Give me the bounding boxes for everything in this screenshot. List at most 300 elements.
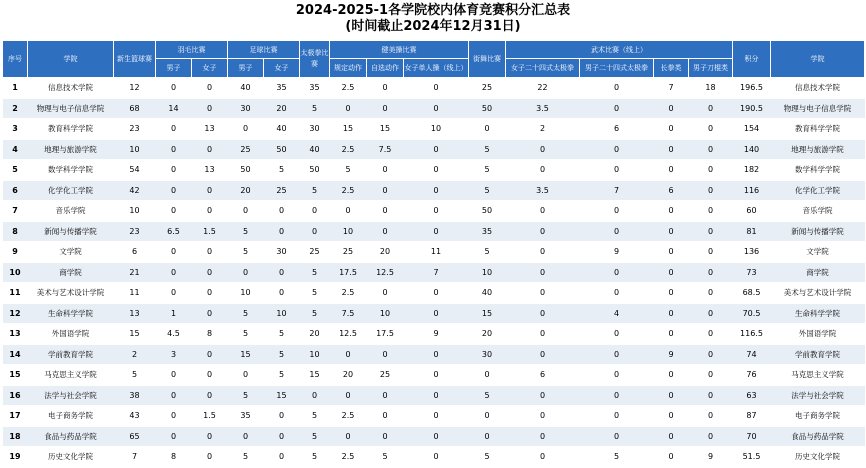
cell-aerobics-optional: 25 xyxy=(367,365,404,386)
cell-badminton-male: 3 xyxy=(156,344,192,365)
cell-badminton-female: 1.5 xyxy=(192,406,228,427)
cell-martial-male-taiji: 0 xyxy=(580,139,654,160)
cell-aerobics-optional: 7.5 xyxy=(367,139,404,160)
cell-freshman-basketball: 23 xyxy=(114,119,156,140)
cell-martial-female-taiji: 3.5 xyxy=(506,180,580,201)
cell-freshman-basketball: 7 xyxy=(114,447,156,468)
cell-martial-long-fist: 6 xyxy=(654,180,689,201)
cell-football-male: 0 xyxy=(228,119,264,140)
cell-score: 87 xyxy=(733,406,771,427)
cell-score: 182 xyxy=(733,160,771,181)
cell-football-male: 5 xyxy=(228,447,264,468)
header-football-female: 女子 xyxy=(264,59,300,78)
cell-aerobics-required: 2.5 xyxy=(330,139,367,160)
cell-taiji: 25 xyxy=(300,242,330,263)
header-aerobics: 健美操比赛 xyxy=(330,41,469,59)
cell-badminton-female: 8 xyxy=(192,324,228,345)
page-title: 2024-2025-1各学院校内体育竞赛积分汇总表 xyxy=(295,3,571,18)
cell-martial-long-fist: 0 xyxy=(654,139,689,160)
cell-badminton-female: 13 xyxy=(192,119,228,140)
cell-badminton-male: 0 xyxy=(156,78,192,99)
cell-martial-male-weapons: 0 xyxy=(689,180,733,201)
cell-badminton-female: 0 xyxy=(192,78,228,99)
cell-martial-male-taiji: 0 xyxy=(580,160,654,181)
cell-index: 11 xyxy=(3,283,28,304)
cell-aerobics-required: 15 xyxy=(330,119,367,140)
cell-football-male: 30 xyxy=(228,98,264,119)
cell-martial-female-taiji: 2 xyxy=(506,119,580,140)
cell-badminton-female: 0 xyxy=(192,365,228,386)
cell-football-male: 5 xyxy=(228,324,264,345)
cell-college-right: 食品与药品学院 xyxy=(771,426,865,447)
cell-freshman-basketball: 6 xyxy=(114,242,156,263)
cell-street-dance: 15 xyxy=(469,303,506,324)
cell-score: 154 xyxy=(733,119,771,140)
cell-aerobics-female-solo: 11 xyxy=(404,242,469,263)
cell-college-right: 电子商务学院 xyxy=(771,406,865,427)
cell-score: 68.5 xyxy=(733,283,771,304)
cell-college: 教育科学学院 xyxy=(28,119,114,140)
cell-taiji: 5 xyxy=(300,180,330,201)
cell-martial-male-taiji: 0 xyxy=(580,426,654,447)
cell-martial-female-taiji: 0 xyxy=(506,242,580,263)
cell-martial-female-taiji: 0 xyxy=(506,201,580,222)
cell-football-female: 0 xyxy=(264,221,300,242)
cell-index: 19 xyxy=(3,447,28,468)
cell-badminton-female: 0 xyxy=(192,385,228,406)
cell-aerobics-required: 0 xyxy=(330,385,367,406)
cell-score: 70.5 xyxy=(733,303,771,324)
cell-badminton-male: 0 xyxy=(156,426,192,447)
cell-martial-male-taiji: 0 xyxy=(580,385,654,406)
cell-aerobics-required: 0 xyxy=(330,201,367,222)
cell-freshman-basketball: 5 xyxy=(114,365,156,386)
cell-martial-female-taiji: 0 xyxy=(506,160,580,181)
cell-aerobics-required: 12.5 xyxy=(330,324,367,345)
cell-football-male: 5 xyxy=(228,221,264,242)
cell-aerobics-female-solo: 0 xyxy=(404,303,469,324)
cell-aerobics-required: 0 xyxy=(330,344,367,365)
cell-martial-male-weapons: 0 xyxy=(689,365,733,386)
cell-martial-female-taiji: 6 xyxy=(506,365,580,386)
cell-aerobics-female-solo: 0 xyxy=(404,426,469,447)
cell-college: 地理与旅游学院 xyxy=(28,139,114,160)
header-martial-long-fist: 长拳类 xyxy=(654,59,689,78)
cell-aerobics-female-solo: 0 xyxy=(404,385,469,406)
cell-taiji: 10 xyxy=(300,344,330,365)
cell-football-male: 5 xyxy=(228,385,264,406)
cell-martial-female-taiji: 0 xyxy=(506,139,580,160)
cell-martial-long-fist: 0 xyxy=(654,365,689,386)
cell-football-female: 0 xyxy=(264,406,300,427)
cell-street-dance: 0 xyxy=(469,426,506,447)
table-row xyxy=(3,303,865,324)
cell-taiji: 30 xyxy=(300,119,330,140)
cell-aerobics-required: 2.5 xyxy=(330,180,367,201)
cell-badminton-female: 1.5 xyxy=(192,221,228,242)
cell-martial-female-taiji: 0 xyxy=(506,385,580,406)
cell-aerobics-female-solo: 0 xyxy=(404,78,469,99)
cell-street-dance: 5 xyxy=(469,242,506,263)
cell-martial-female-taiji: 0 xyxy=(506,221,580,242)
cell-aerobics-female-solo: 0 xyxy=(404,139,469,160)
cell-freshman-basketball: 10 xyxy=(114,139,156,160)
cell-football-female: 20 xyxy=(264,98,300,119)
cell-street-dance: 30 xyxy=(469,344,506,365)
cell-college-right: 文学院 xyxy=(771,242,865,263)
cell-aerobics-required: 5 xyxy=(330,160,367,181)
cell-martial-long-fist: 9 xyxy=(654,344,689,365)
cell-badminton-male: 0 xyxy=(156,160,192,181)
cell-aerobics-optional: 0 xyxy=(367,160,404,181)
header-football-male: 男子 xyxy=(228,59,264,78)
cell-football-female: 5 xyxy=(264,365,300,386)
cell-badminton-male: 0 xyxy=(156,201,192,222)
cell-index: 6 xyxy=(3,180,28,201)
cell-freshman-basketball: 11 xyxy=(114,283,156,304)
cell-aerobics-female-solo: 0 xyxy=(404,283,469,304)
cell-street-dance: 5 xyxy=(469,160,506,181)
table-row xyxy=(3,119,865,140)
cell-freshman-basketball: 21 xyxy=(114,262,156,283)
cell-badminton-female: 13 xyxy=(192,160,228,181)
header-college-right: 学院 xyxy=(771,41,865,78)
cell-aerobics-optional: 0 xyxy=(367,98,404,119)
cell-taiji: 5 xyxy=(300,262,330,283)
header-martial-female-taiji: 女子二十四式太极拳 xyxy=(506,59,580,78)
cell-martial-long-fist: 0 xyxy=(654,406,689,427)
cell-college: 电子商务学院 xyxy=(28,406,114,427)
header-index: 序号 xyxy=(3,41,28,78)
cell-taiji: 0 xyxy=(300,201,330,222)
cell-college-right: 新闻与传播学院 xyxy=(771,221,865,242)
cell-aerobics-optional: 0 xyxy=(367,201,404,222)
cell-street-dance: 5 xyxy=(469,139,506,160)
header-martial-male-taiji: 男子二十四式太极拳 xyxy=(580,59,654,78)
cell-aerobics-optional: 12.5 xyxy=(367,262,404,283)
cell-taiji: 0 xyxy=(300,385,330,406)
cell-martial-female-taiji: 0 xyxy=(506,406,580,427)
cell-taiji: 5 xyxy=(300,406,330,427)
cell-aerobics-required: 2.5 xyxy=(330,283,367,304)
cell-football-female: 15 xyxy=(264,385,300,406)
cell-aerobics-female-solo: 0 xyxy=(404,344,469,365)
cell-freshman-basketball: 23 xyxy=(114,221,156,242)
cell-college-right: 历史文化学院 xyxy=(771,447,865,468)
cell-football-male: 50 xyxy=(228,160,264,181)
cell-score: 51.5 xyxy=(733,447,771,468)
page-subtitle: (时间截止2024年12月31日) xyxy=(345,19,521,34)
cell-martial-male-taiji: 0 xyxy=(580,283,654,304)
cell-badminton-male: 0 xyxy=(156,262,192,283)
cell-taiji: 35 xyxy=(300,78,330,99)
cell-index: 17 xyxy=(3,406,28,427)
cell-index: 3 xyxy=(3,119,28,140)
cell-index: 5 xyxy=(3,160,28,181)
cell-badminton-male: 0 xyxy=(156,283,192,304)
cell-badminton-male: 6.5 xyxy=(156,221,192,242)
cell-aerobics-female-solo: 0 xyxy=(404,201,469,222)
cell-badminton-male: 0 xyxy=(156,365,192,386)
cell-college: 新闻与传播学院 xyxy=(28,221,114,242)
cell-street-dance: 0 xyxy=(469,119,506,140)
cell-aerobics-optional: 0 xyxy=(367,385,404,406)
cell-taiji: 5 xyxy=(300,447,330,468)
cell-badminton-male: 14 xyxy=(156,98,192,119)
cell-martial-long-fist: 0 xyxy=(654,160,689,181)
cell-martial-male-weapons: 0 xyxy=(689,344,733,365)
cell-football-female: 0 xyxy=(264,447,300,468)
cell-martial-male-taiji: 0 xyxy=(580,201,654,222)
cell-index: 1 xyxy=(3,78,28,99)
cell-index: 15 xyxy=(3,365,28,386)
cell-freshman-basketball: 65 xyxy=(114,426,156,447)
header-street-dance: 街舞比赛 xyxy=(469,41,506,78)
cell-badminton-female: 0 xyxy=(192,426,228,447)
cell-aerobics-required: 2.5 xyxy=(330,406,367,427)
cell-college: 信息技术学院 xyxy=(28,78,114,99)
cell-aerobics-optional: 0 xyxy=(367,283,404,304)
cell-taiji: 5 xyxy=(300,426,330,447)
cell-football-male: 20 xyxy=(228,180,264,201)
cell-badminton-female: 0 xyxy=(192,283,228,304)
cell-martial-male-weapons: 18 xyxy=(689,78,733,99)
cell-martial-long-fist: 0 xyxy=(654,447,689,468)
cell-college-right: 信息技术学院 xyxy=(771,78,865,99)
cell-football-female: 5 xyxy=(264,324,300,345)
header-martial-arts: 武术比赛（线上） xyxy=(506,41,733,59)
cell-score: 76 xyxy=(733,365,771,386)
cell-score: 196.5 xyxy=(733,78,771,99)
cell-street-dance: 50 xyxy=(469,201,506,222)
cell-aerobics-required: 7.5 xyxy=(330,303,367,324)
cell-index: 13 xyxy=(3,324,28,345)
cell-football-female: 25 xyxy=(264,180,300,201)
cell-score: 116.5 xyxy=(733,324,771,345)
header-badminton: 羽毛比赛 xyxy=(156,41,228,59)
cell-aerobics-required: 25 xyxy=(330,242,367,263)
cell-aerobics-female-solo: 0 xyxy=(404,160,469,181)
cell-college: 文学院 xyxy=(28,242,114,263)
cell-martial-male-taiji: 4 xyxy=(580,303,654,324)
cell-martial-male-taiji: 0 xyxy=(580,365,654,386)
cell-aerobics-optional: 5 xyxy=(367,447,404,468)
cell-badminton-female: 0 xyxy=(192,262,228,283)
cell-college: 生命科学学院 xyxy=(28,303,114,324)
cell-martial-male-taiji: 0 xyxy=(580,344,654,365)
cell-martial-male-weapons: 0 xyxy=(689,160,733,181)
table-row xyxy=(3,160,865,181)
cell-college-right: 外国语学院 xyxy=(771,324,865,345)
cell-aerobics-optional: 0 xyxy=(367,344,404,365)
cell-martial-female-taiji: 0 xyxy=(506,283,580,304)
cell-martial-male-weapons: 0 xyxy=(689,324,733,345)
cell-martial-long-fist: 0 xyxy=(654,324,689,345)
cell-football-female: 40 xyxy=(264,119,300,140)
cell-martial-male-taiji: 0 xyxy=(580,98,654,119)
cell-football-male: 5 xyxy=(228,303,264,324)
cell-football-female: 5 xyxy=(264,160,300,181)
cell-badminton-female: 0 xyxy=(192,344,228,365)
cell-college-right: 美术与艺术设计学院 xyxy=(771,283,865,304)
cell-college-right: 数学科学学院 xyxy=(771,160,865,181)
header-aerobics-optional: 自选动作 xyxy=(367,59,404,78)
cell-football-male: 35 xyxy=(228,406,264,427)
cell-aerobics-female-solo: 0 xyxy=(404,447,469,468)
cell-taiji: 5 xyxy=(300,98,330,119)
table-row xyxy=(3,447,865,468)
cell-aerobics-optional: 0 xyxy=(367,221,404,242)
cell-street-dance: 10 xyxy=(469,262,506,283)
cell-badminton-female: 0 xyxy=(192,303,228,324)
cell-martial-female-taiji: 0 xyxy=(506,447,580,468)
cell-college: 食品与药品学院 xyxy=(28,426,114,447)
header-martial-male-weapons: 男子刀棍类 xyxy=(689,59,733,78)
table-row xyxy=(3,180,865,201)
cell-street-dance: 50 xyxy=(469,98,506,119)
cell-martial-male-weapons: 0 xyxy=(689,98,733,119)
cell-badminton-male: 0 xyxy=(156,406,192,427)
cell-index: 16 xyxy=(3,385,28,406)
cell-martial-male-taiji: 0 xyxy=(580,78,654,99)
cell-martial-female-taiji: 0 xyxy=(506,426,580,447)
cell-badminton-male: 0 xyxy=(156,180,192,201)
cell-street-dance: 0 xyxy=(469,365,506,386)
cell-college-right: 法学与社会学院 xyxy=(771,385,865,406)
cell-martial-long-fist: 0 xyxy=(654,201,689,222)
table-row xyxy=(3,365,865,386)
cell-aerobics-female-solo: 0 xyxy=(404,406,469,427)
cell-taiji: 15 xyxy=(300,365,330,386)
table-row xyxy=(3,262,865,283)
cell-football-female: 50 xyxy=(264,139,300,160)
cell-index: 4 xyxy=(3,139,28,160)
cell-badminton-male: 1 xyxy=(156,303,192,324)
cell-football-male: 0 xyxy=(228,426,264,447)
cell-martial-long-fist: 0 xyxy=(654,119,689,140)
cell-martial-male-taiji: 7 xyxy=(580,180,654,201)
cell-score: 190.5 xyxy=(733,98,771,119)
table-row xyxy=(3,201,865,222)
cell-football-female: 30 xyxy=(264,242,300,263)
cell-martial-male-taiji: 6 xyxy=(580,119,654,140)
cell-college: 历史文化学院 xyxy=(28,447,114,468)
cell-taiji: 5 xyxy=(300,303,330,324)
cell-football-female: 0 xyxy=(264,201,300,222)
cell-score: 73 xyxy=(733,262,771,283)
cell-martial-male-weapons: 0 xyxy=(689,406,733,427)
cell-college-right: 商学院 xyxy=(771,262,865,283)
cell-football-female: 35 xyxy=(264,78,300,99)
cell-aerobics-optional: 0 xyxy=(367,78,404,99)
cell-street-dance: 40 xyxy=(469,283,506,304)
cell-aerobics-female-solo: 10 xyxy=(404,119,469,140)
cell-aerobics-required: 0 xyxy=(330,98,367,119)
cell-martial-female-taiji: 22 xyxy=(506,78,580,99)
cell-martial-long-fist: 0 xyxy=(654,262,689,283)
cell-football-male: 40 xyxy=(228,78,264,99)
cell-college-right: 生命科学学院 xyxy=(771,303,865,324)
cell-index: 2 xyxy=(3,98,28,119)
cell-football-male: 0 xyxy=(228,201,264,222)
cell-aerobics-optional: 10 xyxy=(367,303,404,324)
cell-aerobics-optional: 0 xyxy=(367,426,404,447)
cell-aerobics-optional: 15 xyxy=(367,119,404,140)
table-row xyxy=(3,221,865,242)
cell-aerobics-optional: 17.5 xyxy=(367,324,404,345)
cell-martial-male-weapons: 0 xyxy=(689,119,733,140)
cell-college: 物理与电子信息学院 xyxy=(28,98,114,119)
cell-martial-long-fist: 0 xyxy=(654,242,689,263)
cell-freshman-basketball: 43 xyxy=(114,406,156,427)
cell-aerobics-optional: 0 xyxy=(367,406,404,427)
cell-freshman-basketball: 68 xyxy=(114,98,156,119)
header-aerobics-female-solo: 女子单人操（线上） xyxy=(404,59,469,78)
cell-aerobics-required: 0 xyxy=(330,426,367,447)
cell-score: 70 xyxy=(733,426,771,447)
cell-street-dance: 20 xyxy=(469,324,506,345)
cell-aerobics-female-solo: 0 xyxy=(404,180,469,201)
cell-taiji: 50 xyxy=(300,160,330,181)
cell-college: 商学院 xyxy=(28,262,114,283)
cell-score: 60 xyxy=(733,201,771,222)
cell-college-right: 马克思主义学院 xyxy=(771,365,865,386)
header-football: 足球比赛 xyxy=(228,41,300,59)
header-freshman-basketball: 新生篮球赛 xyxy=(114,41,156,78)
cell-badminton-male: 0 xyxy=(156,139,192,160)
cell-index: 14 xyxy=(3,344,28,365)
cell-martial-male-weapons: 0 xyxy=(689,426,733,447)
cell-street-dance: 5 xyxy=(469,385,506,406)
cell-freshman-basketball: 13 xyxy=(114,303,156,324)
cell-aerobics-required: 17.5 xyxy=(330,262,367,283)
cell-martial-male-taiji: 5 xyxy=(580,447,654,468)
cell-taiji: 5 xyxy=(300,283,330,304)
table-row xyxy=(3,344,865,365)
cell-badminton-male: 0 xyxy=(156,385,192,406)
cell-football-male: 5 xyxy=(228,242,264,263)
cell-martial-long-fist: 0 xyxy=(654,303,689,324)
cell-martial-female-taiji: 0 xyxy=(506,324,580,345)
cell-college-right: 化学化工学院 xyxy=(771,180,865,201)
cell-martial-long-fist: 0 xyxy=(654,283,689,304)
cell-street-dance: 35 xyxy=(469,221,506,242)
cell-aerobics-required: 2.5 xyxy=(330,78,367,99)
cell-badminton-female: 0 xyxy=(192,201,228,222)
cell-index: 7 xyxy=(3,201,28,222)
cell-football-male: 10 xyxy=(228,283,264,304)
table-row xyxy=(3,324,865,345)
cell-martial-long-fist: 0 xyxy=(654,221,689,242)
cell-martial-female-taiji: 3.5 xyxy=(506,98,580,119)
cell-badminton-female: 0 xyxy=(192,98,228,119)
cell-martial-male-taiji: 0 xyxy=(580,406,654,427)
cell-martial-female-taiji: 0 xyxy=(506,262,580,283)
cell-score: 136 xyxy=(733,242,771,263)
cell-college: 化学化工学院 xyxy=(28,180,114,201)
table-row xyxy=(3,385,865,406)
cell-college: 学前教育学院 xyxy=(28,344,114,365)
cell-college-right: 学前教育学院 xyxy=(771,344,865,365)
cell-score: 74 xyxy=(733,344,771,365)
table-row xyxy=(3,426,865,447)
cell-aerobics-optional: 20 xyxy=(367,242,404,263)
cell-taiji: 40 xyxy=(300,139,330,160)
cell-college: 马克思主义学院 xyxy=(28,365,114,386)
cell-score: 81 xyxy=(733,221,771,242)
cell-score: 63 xyxy=(733,385,771,406)
cell-martial-long-fist: 0 xyxy=(654,98,689,119)
